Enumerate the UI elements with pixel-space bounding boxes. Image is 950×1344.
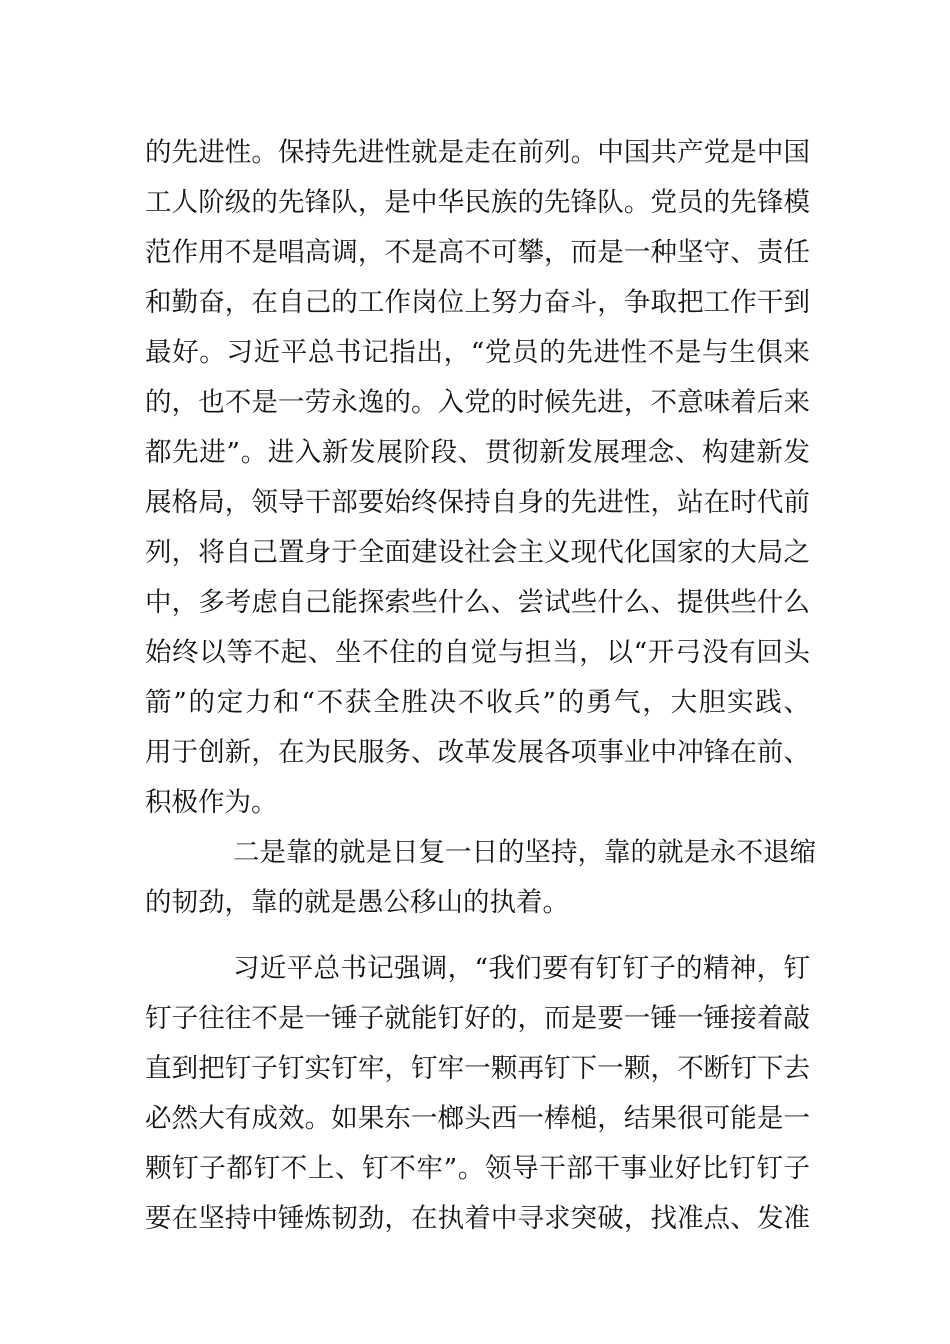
text-line: 的韧劲，靠的就是愚公移山的执着。 bbox=[145, 887, 569, 918]
paragraph-2 bbox=[145, 828, 816, 928]
text-line: 的先进性。保持先进性就是走在前列。中国共产党是中国 bbox=[145, 137, 810, 168]
text-line: 二是靠的就是日复一日的坚持，靠的就是永不退缩 bbox=[233, 837, 816, 868]
text-line: 展格局，领导干部要始终保持自身的先进性，站在时代前 bbox=[145, 487, 810, 518]
text-line: 列，将自己置身于全面建设社会主义现代化国家的大局之 bbox=[145, 537, 810, 568]
text-line: 始终以等不起、坐不住的自觉与担当，以“开弓没有回头 bbox=[145, 637, 810, 668]
paragraph-1 bbox=[145, 128, 810, 828]
text-line: 必然大有成效。如果东一榔头西一棒槌，结果很可能是一 bbox=[145, 1103, 810, 1134]
text-line: 范作用不是唱高调，不是高不可攀，而是一种坚守、责任 bbox=[145, 237, 810, 268]
text-line: 直到把钉子钉实钉牢，钉牢一颗再钉下一颗，不断钉下去 bbox=[145, 1053, 810, 1084]
text-line: 工人阶级的先锋队，是中华民族的先锋队。党员的先锋模 bbox=[145, 187, 810, 218]
text-line: 用于创新，在为民服务、改革发展各项事业中冲锋在前、 bbox=[145, 737, 810, 768]
text-line: 钉子往往不是一锤子就能钉好的，而是要一锤一锤接着敲 bbox=[145, 1003, 810, 1034]
text-line: 积极作为。 bbox=[145, 787, 278, 818]
text-line: 习近平总书记强调，“我们要有钉钉子的精神，钉 bbox=[233, 953, 810, 984]
text-line: 最好。习近平总书记指出，“党员的先进性不是与生俱来 bbox=[145, 337, 810, 368]
text-line: 要在坚持中锤炼韧劲，在执着中寻求突破，找准点、发准 bbox=[145, 1203, 810, 1234]
text-line: 和勤奋，在自己的工作岗位上努力奋斗，争取把工作干到 bbox=[145, 287, 810, 318]
text-line: 箭”的定力和“不获全胜决不收兵”的勇气，大胆实践、 bbox=[145, 687, 810, 718]
paragraph-3 bbox=[145, 944, 810, 1244]
text-line: 中，多考虑自己能探索些什么、尝试些什么、提供些什么 bbox=[145, 587, 810, 618]
text-line: 颗钉子都钉不上、钉不牢”。领导干部干事业好比钉钉子 bbox=[145, 1153, 810, 1184]
text-line: 的，也不是一劳永逸的。入党的时候先进，不意味着后来 bbox=[145, 387, 810, 418]
text-line: 都先进”。进入新发展阶段、贯彻新发展理念、构建新发 bbox=[145, 437, 810, 468]
